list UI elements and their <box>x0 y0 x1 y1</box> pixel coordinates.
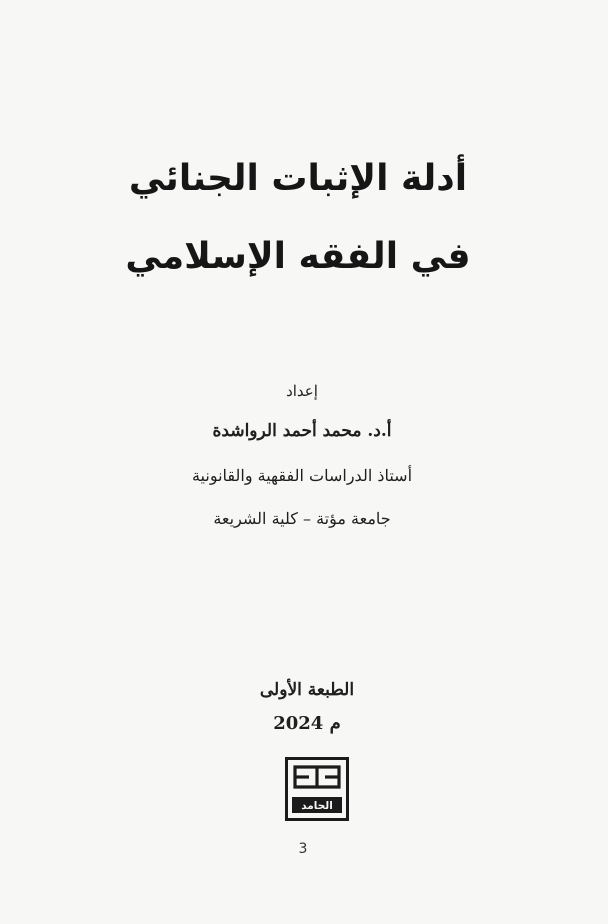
publisher-logo-text: الحامد <box>301 800 333 812</box>
edition-label: الطبعة الأولى <box>259 680 355 700</box>
author-affiliation: جامعة مؤتة – كلية الشريعة <box>213 509 391 528</box>
publication-year: 2024 م <box>273 713 341 734</box>
author-position: أستاذ الدراسات الفقهية والقانونية <box>191 466 413 485</box>
book-title-line-1: أدلة الإثبات الجنائي <box>128 158 468 199</box>
author-name: أ.د. محمد أحمد الرواشدة <box>212 421 392 441</box>
prepared-by-label: إعداد <box>286 382 318 400</box>
page-number: 3 <box>298 841 308 857</box>
book-title-line-2: في الفقه الإسلامي <box>125 236 471 277</box>
publisher-logo-icon <box>285 757 349 821</box>
